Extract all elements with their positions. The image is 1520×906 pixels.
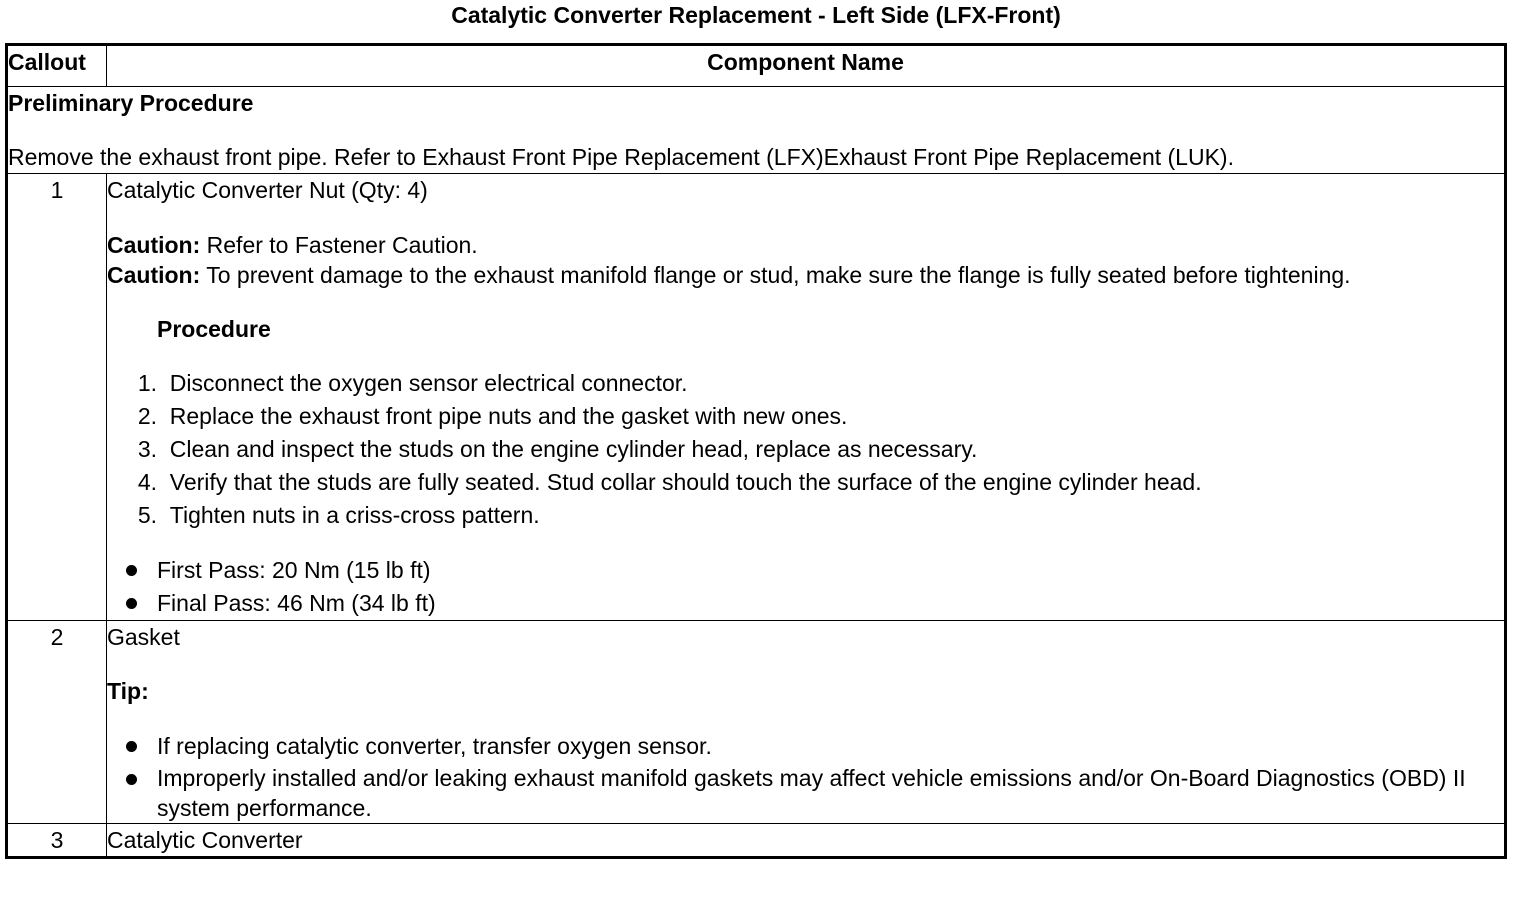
procedure-step xyxy=(107,433,1504,466)
procedure-step xyxy=(107,499,1504,532)
table-row xyxy=(7,174,1506,621)
list-item xyxy=(107,554,1504,587)
step-text: Tighten nuts in a criss-cross pattern. xyxy=(169,502,540,529)
step-number: 5. xyxy=(137,502,157,529)
callout-number: 2 xyxy=(7,621,107,823)
step-text: Clean and inspect the studs on the engine cylinder head, replace as necessary. xyxy=(169,436,978,463)
step-number: 4. xyxy=(137,469,157,496)
step-text: Disconnect the oxygen sensor electrical connector. xyxy=(169,370,688,397)
bullet-icon xyxy=(107,763,157,823)
torque-spec-list xyxy=(107,554,1504,620)
list-item xyxy=(107,763,1504,823)
list-item-text: Final Pass: 46 Nm (34 lb ft) xyxy=(157,590,436,617)
caution-note xyxy=(107,229,1504,261)
component-name: Catalytic Converter Nut (Qty: 4) xyxy=(107,177,428,204)
step-number: 3. xyxy=(137,436,157,463)
list-item-text: First Pass: 20 Nm (15 lb ft) xyxy=(157,557,431,584)
component-name-column-header: Component Name xyxy=(107,45,1506,87)
callout-column-header: Callout xyxy=(7,45,107,87)
tip-list xyxy=(107,730,1504,823)
bullet-icon xyxy=(107,587,157,620)
procedure-step xyxy=(107,400,1504,433)
tip-label: Tip: xyxy=(107,678,149,705)
preliminary-procedure-row xyxy=(7,87,1506,174)
preliminary-procedure-cell xyxy=(7,87,1506,174)
page-title: Catalytic Converter Replacement - Left Side (LFX-Front) xyxy=(451,2,1061,28)
preliminary-procedure-text: Remove the exhaust front pipe. Refer to Exhaust Front Pipe Replacement (LFX)Exhaust Front Pipe Replacement (LUK). xyxy=(8,144,1234,171)
table-row xyxy=(7,621,1506,823)
component-cell xyxy=(107,621,1506,823)
step-text: Verify that the studs are fully seated. Stud collar should touch the surface of the engine cylinder head. xyxy=(169,469,1202,496)
procedure-step xyxy=(107,466,1504,499)
callout-number: 1 xyxy=(7,174,107,621)
caution-label: Caution: xyxy=(107,231,201,258)
table-row xyxy=(7,823,1506,857)
caution-text: Refer to Fastener Caution. xyxy=(200,231,478,258)
list-item-text: If replacing catalytic converter, transfer oxygen sensor. xyxy=(157,732,712,759)
step-number: 1. xyxy=(137,370,157,397)
component-name: Catalytic Converter xyxy=(107,826,303,853)
table-header-row xyxy=(7,45,1506,87)
list-item xyxy=(107,587,1504,620)
procedure-table xyxy=(5,43,1507,859)
bullet-icon xyxy=(107,554,157,587)
component-cell xyxy=(107,823,1506,857)
callout-number: 3 xyxy=(7,823,107,857)
list-item xyxy=(107,730,1504,763)
bullet-icon xyxy=(107,730,157,763)
caution-text: To prevent damage to the exhaust manifold flange or stud, make sure the flange is fully seated before tightening. xyxy=(200,261,1351,288)
procedure-heading: Procedure xyxy=(157,315,271,342)
step-text: Replace the exhaust front pipe nuts and the gasket with new ones. xyxy=(169,403,848,430)
preliminary-procedure-title: Preliminary Procedure xyxy=(8,90,254,116)
procedure-step xyxy=(107,367,1504,400)
list-item-text: Improperly installed and/or leaking exhaust manifold gaskets may affect vehicle emissions and/or On-Board Diagnostics (OBD) II system performance. xyxy=(157,764,1466,821)
step-number: 2. xyxy=(137,403,157,430)
procedure-steps xyxy=(107,367,1504,532)
component-cell xyxy=(107,174,1506,621)
caution-label: Caution: xyxy=(107,261,201,288)
caution-note xyxy=(107,259,1504,291)
component-name: Gasket xyxy=(107,624,180,651)
